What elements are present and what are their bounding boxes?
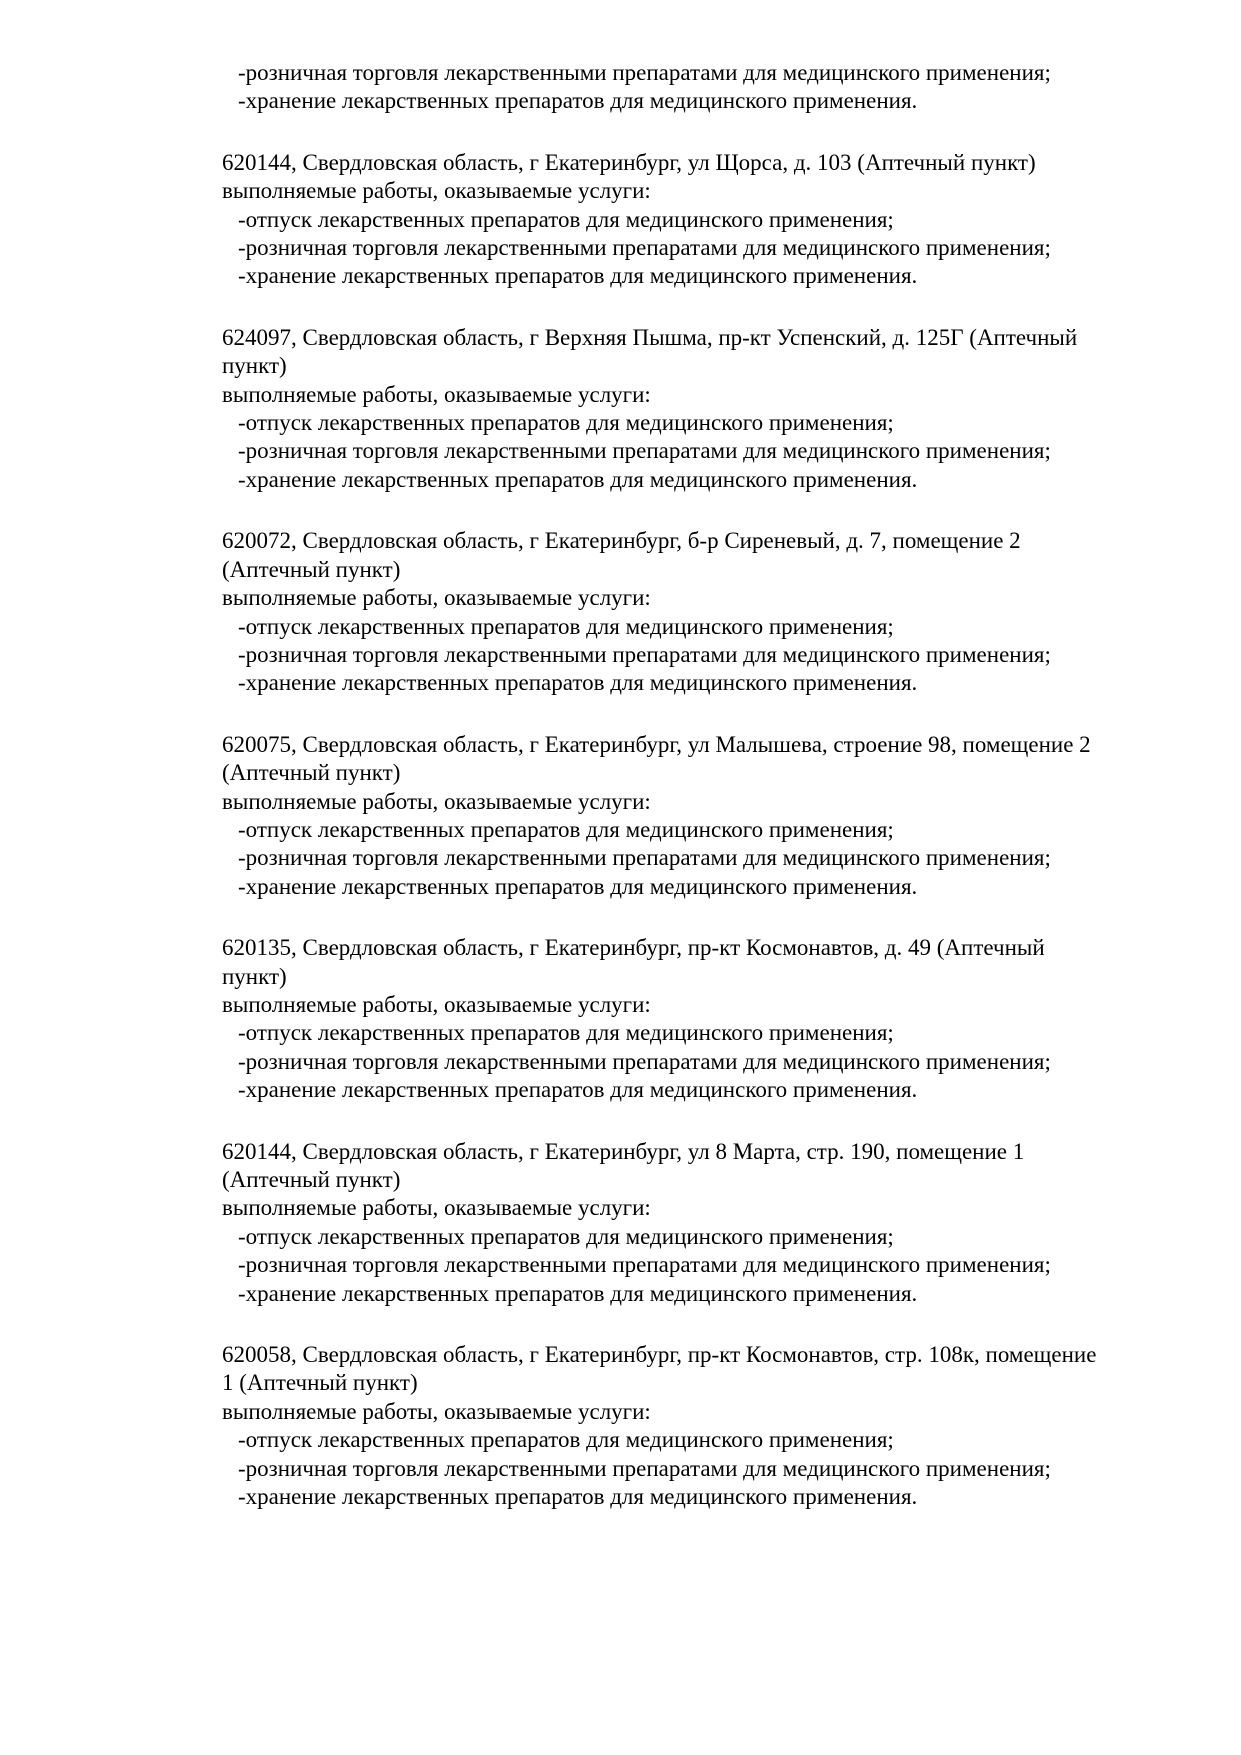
address-line: 620144, Свердловская область, г Екатеринбург, ул 8 Марта, стр. 190, помещение 1 (222, 1138, 1025, 1164)
pharmacy-entry (222, 527, 1192, 697)
address-line: 624097, Свердловская область, г Верхняя Пышма, пр-кт Успенский, д. 125Г (Аптечный (222, 324, 1078, 350)
service-item: -розничная торговля лекарственными препаратами для медицинского применения; (238, 641, 1051, 667)
service-item: -отпуск лекарственных препаратов для медицинского применения; (238, 1427, 894, 1453)
service-item: -хранение лекарственных препаратов для медицинского применения. (238, 263, 918, 289)
service-item: -розничная торговля лекарственными препаратами для медицинского применения; (238, 235, 1051, 261)
service-item: -хранение лекарственных препаратов для медицинского применения. (238, 1077, 918, 1103)
address-line: 620058, Свердловская область, г Екатеринбург, пр-кт Космонавтов, стр. 108к, помещение (222, 1342, 1097, 1368)
works-label: выполняемые работы, оказываемые услуги: (222, 178, 651, 204)
service-item: -хранение лекарственных препаратов для медицинского применения. (238, 873, 918, 899)
works-label: выполняемые работы, оказываемые услуги: (222, 585, 651, 611)
works-label: выполняемые работы, оказываемые услуги: (222, 381, 651, 407)
service-item: -отпуск лекарственных препаратов для медицинского применения; (238, 613, 894, 639)
address-line: пункт) (222, 963, 287, 989)
service-item: -отпуск лекарственных препаратов для медицинского применения; (238, 816, 894, 842)
address-line: 620072, Свердловская область, г Екатеринбург, б-р Сиреневый, д. 7, помещение 2 (222, 528, 1021, 554)
service-item: -хранение лекарственных препаратов для медицинского применения. (238, 670, 918, 696)
service-item: -хранение лекарственных препаратов для медицинского применения. (238, 1280, 918, 1306)
service-item: -розничная торговля лекарственными препаратами для медицинского применения; (238, 1048, 1051, 1074)
works-label: выполняемые работы, оказываемые услуги: (222, 1195, 651, 1221)
address-line: (Аптечный пункт) (222, 1167, 401, 1192)
address-line: 1 (Аптечный пункт) (222, 1370, 418, 1396)
pharmacy-entry (222, 934, 1192, 1104)
service-item: -хранение лекарственных препаратов для медицинского применения. (238, 1484, 918, 1510)
works-label: выполняемые работы, оказываемые услуги: (222, 788, 651, 814)
service-item: -хранение лекарственных препаратов для медицинского применения. (238, 466, 918, 492)
address-line: (Аптечный пункт) (222, 760, 401, 786)
address-line: пункт) (222, 353, 287, 379)
service-item: -розничная торговля лекарственными препаратами для медицинского применения; (238, 60, 1051, 85)
address-line: 620135, Свердловская область, г Екатеринбург, пр-кт Космонавтов, д. 49 (Аптечный (222, 935, 1045, 961)
works-label: выполняемые работы, оказываемые услуги: (222, 1398, 651, 1424)
pharmacy-entry (222, 731, 1192, 901)
service-item: -розничная торговля лекарственными препаратами для медицинского применения; (238, 438, 1051, 464)
service-item: -розничная торговля лекарственными препаратами для медицинского применения; (238, 1252, 1051, 1278)
document-page (222, 59, 1192, 1511)
service-item: -розничная торговля лекарственными препаратами для медицинского применения; (238, 1455, 1051, 1481)
address-line: 620075, Свердловская область, г Екатеринбург, ул Малышева, строение 98, помещение 2 (222, 731, 1091, 757)
service-item: -отпуск лекарственных препаратов для медицинского применения; (238, 206, 894, 232)
address-line: 620144, Свердловская область, г Екатеринбург, ул Щорса, д. 103 (Аптечный пункт) (222, 149, 1036, 175)
service-item: -розничная торговля лекарственными препаратами для медицинского применения; (238, 845, 1051, 871)
service-item: -отпуск лекарственных препаратов для медицинского применения; (238, 410, 894, 436)
pharmacy-entry (222, 324, 1192, 494)
pharmacy-entry (222, 1341, 1192, 1511)
service-item: -отпуск лекарственных препаратов для медицинского применения; (238, 1020, 894, 1046)
pharmacy-entry (222, 149, 1192, 291)
pharmacy-entry (222, 1138, 1192, 1308)
service-item: -отпуск лекарственных препаратов для медицинского применения; (238, 1223, 894, 1249)
service-item: -хранение лекарственных препаратов для медицинского применения. (238, 88, 918, 114)
works-label: выполняемые работы, оказываемые услуги: (222, 991, 651, 1017)
address-line: (Аптечный пункт) (222, 556, 401, 582)
intro-services-block (222, 59, 1192, 116)
